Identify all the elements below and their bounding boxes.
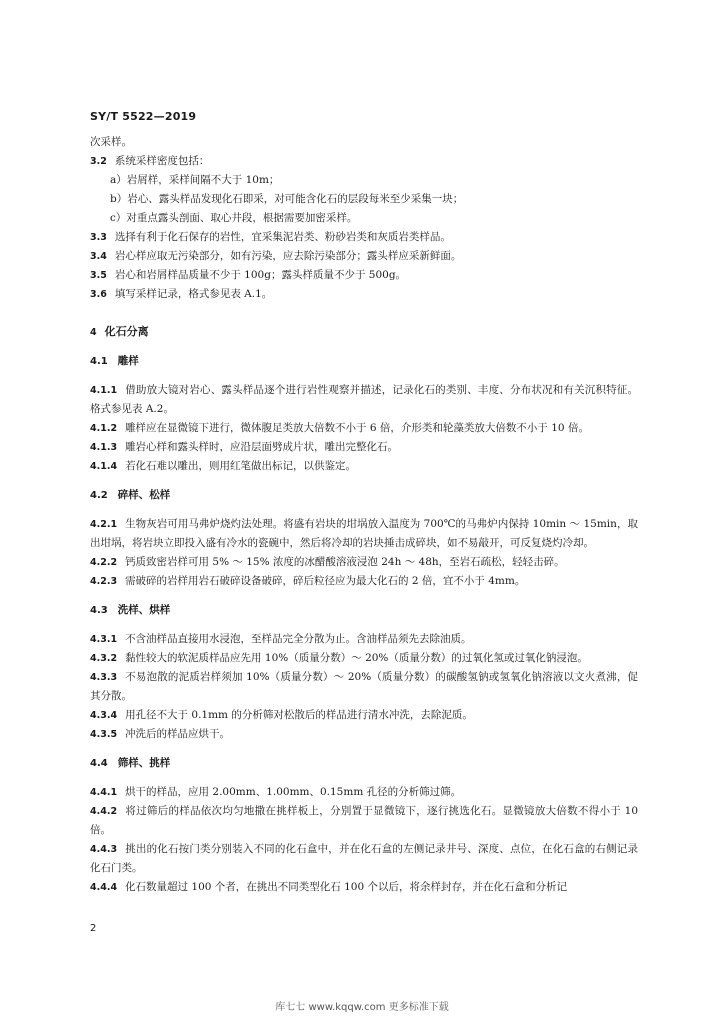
clause-3-6: [90, 285, 638, 304]
clause-4-4-3: [90, 840, 638, 878]
clause-number: 4.1.3: [90, 442, 118, 453]
clause-4-2-3: [90, 572, 638, 591]
section-title: 洗样、烘样: [117, 604, 171, 616]
clause-number: 3.5: [90, 270, 107, 281]
clause-number: 4.3.5: [90, 729, 118, 740]
clause-4-3-1: [90, 630, 638, 649]
clause-text: 系统采样密度包括：: [114, 155, 210, 167]
section-4-4-heading: [90, 754, 638, 773]
page-number: 2: [90, 923, 97, 934]
clause-number: 4.2.2: [90, 557, 118, 568]
clause-number: 4.4.4: [90, 882, 118, 893]
clause-4-2-2: [90, 553, 638, 572]
clause-number: 4.2.3: [90, 576, 118, 587]
section-number: 4.2: [90, 490, 108, 501]
clause-text: 用孔径不大于 0.1mm 的分析筛对松散后的样品进行清水冲洗，去除泥质。: [125, 709, 473, 721]
clause-4-3-5: [90, 725, 638, 744]
section-number: 4.1: [90, 356, 108, 367]
clause-4-3-4: [90, 706, 638, 725]
clause-number: 3.3: [90, 232, 107, 243]
clause-number: 4.2.1: [90, 519, 118, 530]
clause-3-3: [90, 228, 638, 247]
clause-text: 借助放大镜对岩心、露头样品逐个进行岩性观察并描述，记录化石的类别、丰度、分布状况和有关沉积特征。格式参见表 A.2。: [90, 384, 638, 415]
clause-4-2-1: [90, 515, 638, 553]
clause-number: 4.1.2: [90, 423, 118, 434]
section-number: 4.4: [90, 758, 108, 769]
section-4-2-heading: [90, 486, 638, 505]
clause-number: 3.2: [90, 156, 107, 167]
section-title: 碎样、松样: [117, 489, 171, 501]
clause-number: 4.3.4: [90, 710, 118, 721]
document-code: SY/T 5522—2019: [90, 110, 197, 123]
clause-number: 4.3.3: [90, 672, 118, 683]
chapter-number: 4: [90, 327, 97, 338]
clause-3-4: [90, 247, 638, 266]
clause-4-1-2: [90, 419, 638, 438]
clause-text: 雕岩心样和露头样时，应沿层面劈成片状，雕出完整化石。: [125, 441, 399, 453]
chapter-title: 化石分离: [104, 325, 149, 338]
clause-text: 需破碎的岩样用岩石破碎设备破碎，碎后粒径应为最大化石的 2 倍，宜不小于 4mm。: [125, 575, 526, 587]
clause-4-1-1: [90, 381, 638, 419]
section-number: 4.3: [90, 605, 108, 616]
clause-text: 钙质致密岩样可用 5% ～ 15% 浓度的冰醋酸溶液浸泡 24h ～ 48h，至岩石疏松，轻轻击碎。: [125, 556, 565, 568]
clause-text: 烘干的样品，应用 2.00mm、1.00mm、0.15mm 孔径的分析筛过筛。: [125, 786, 462, 798]
clause-number: 4.1.1: [90, 385, 118, 396]
clause-number: 4.4.1: [90, 787, 118, 798]
list-item-b: b）岩心、露头样品发现化石即采，对可能含化石的层段每米至少采集一块；: [110, 193, 464, 205]
clause-text: 化石数量超过 100 个者，在挑出不同类型化石 100 个以后，将余样封存，并在化石盒和分析记: [125, 881, 567, 893]
clause-number: 4.4.3: [90, 844, 118, 855]
clause-number: 4.3.1: [90, 634, 118, 645]
clause-number: 4.1.4: [90, 461, 118, 472]
clause-4-4-4: [90, 878, 638, 897]
clause-text: 挑出的化石按门类分别装入不同的化石盒中，并在化石盒的左侧记录井号、深度、点位，在化石盒的右侧记录化石门类。: [90, 843, 638, 874]
clause-4-3-2: [90, 649, 638, 668]
clause-text: 生物灰岩可用马弗炉烧灼法处理。将盛有岩块的坩埚放入温度为 700℃的马弗炉内保持 10min ～ 15min，取出坩埚，将岩块立即投入盛有冷水的瓷碗中，然后将冷却的岩块捶击成碎块，如不易敲开，可反复烧灼冷却。: [90, 518, 638, 549]
section-title: 雕样: [117, 355, 139, 367]
clause-number: 4.4.2: [90, 806, 118, 817]
list-item-a: a）岩屑样，采样间隔不大于 10m；: [110, 174, 280, 186]
clause-text: 黏性较大的软泥质样品应先用 10%（质量分数）～ 20%（质量分数）的过氧化氢或过氧化钠浸泡。: [125, 652, 588, 664]
clause-text: 若化石难以雕出，则用红笔做出标记，以供鉴定。: [125, 460, 357, 472]
section-4-1-heading: [90, 352, 638, 371]
section-title: 筛样、挑样: [117, 757, 171, 769]
clause-number: 3.4: [90, 251, 107, 262]
clause-4-4-2: [90, 802, 638, 840]
clause-number: 4.3.2: [90, 653, 118, 664]
chapter-4-heading: [90, 322, 638, 342]
clause-3-2: [90, 152, 638, 171]
clause-text: 雕样应在显微镜下进行，微体腹足类放大倍数不小于 6 倍，介形类和轮藻类放大倍数不小于 10 倍。: [125, 422, 589, 434]
list-item-c: c）对重点露头剖面、取心井段，根据需要加密采样。: [110, 212, 358, 224]
footer-watermark: 库七七 www.kqqw.com 更多标准下载: [275, 1002, 449, 1013]
clause-3-5: [90, 266, 638, 285]
clause-4-4-1: [90, 783, 638, 802]
document-body: [90, 133, 638, 897]
clause-4-1-4: [90, 457, 638, 476]
clause-text: 选择有利于化石保存的岩性，宜采集泥岩类、粉砂岩类和灰质岩类样品。: [114, 231, 451, 243]
intro-line: 次采样。: [90, 136, 132, 148]
clause-text: 填写采样记录，格式参见表 A.1。: [114, 288, 273, 300]
clause-text: 岩心和岩屑样品质量不少于 100g；露头样质量不少于 500g。: [114, 269, 407, 281]
section-4-3-heading: [90, 601, 638, 620]
clause-4-3-3: [90, 668, 638, 706]
clause-text: 岩心样应取无污染部分，如有污染，应去除污染部分；露头样应采新鲜面。: [114, 250, 462, 262]
clause-text: 不易泡散的泥质岩样须加 10%（质量分数）～ 20%（质量分数）的碳酸氢钠或氢氧化钠溶液以文火煮沸，促其分散。: [90, 671, 638, 702]
clause-number: 3.6: [90, 289, 107, 300]
clause-text: 将过筛后的样品依次均匀地撒在挑样板上，分别置于显微镜下，逐行挑选化石。显微镜放大倍数不得小于 10 倍。: [90, 805, 638, 836]
clause-4-1-3: [90, 438, 638, 457]
clause-text: 不含油样品直接用水浸泡，至样品完全分散为止。含油样品须先去除油质。: [125, 633, 472, 645]
clause-text: 冲洗后的样品应烘干。: [125, 728, 231, 740]
